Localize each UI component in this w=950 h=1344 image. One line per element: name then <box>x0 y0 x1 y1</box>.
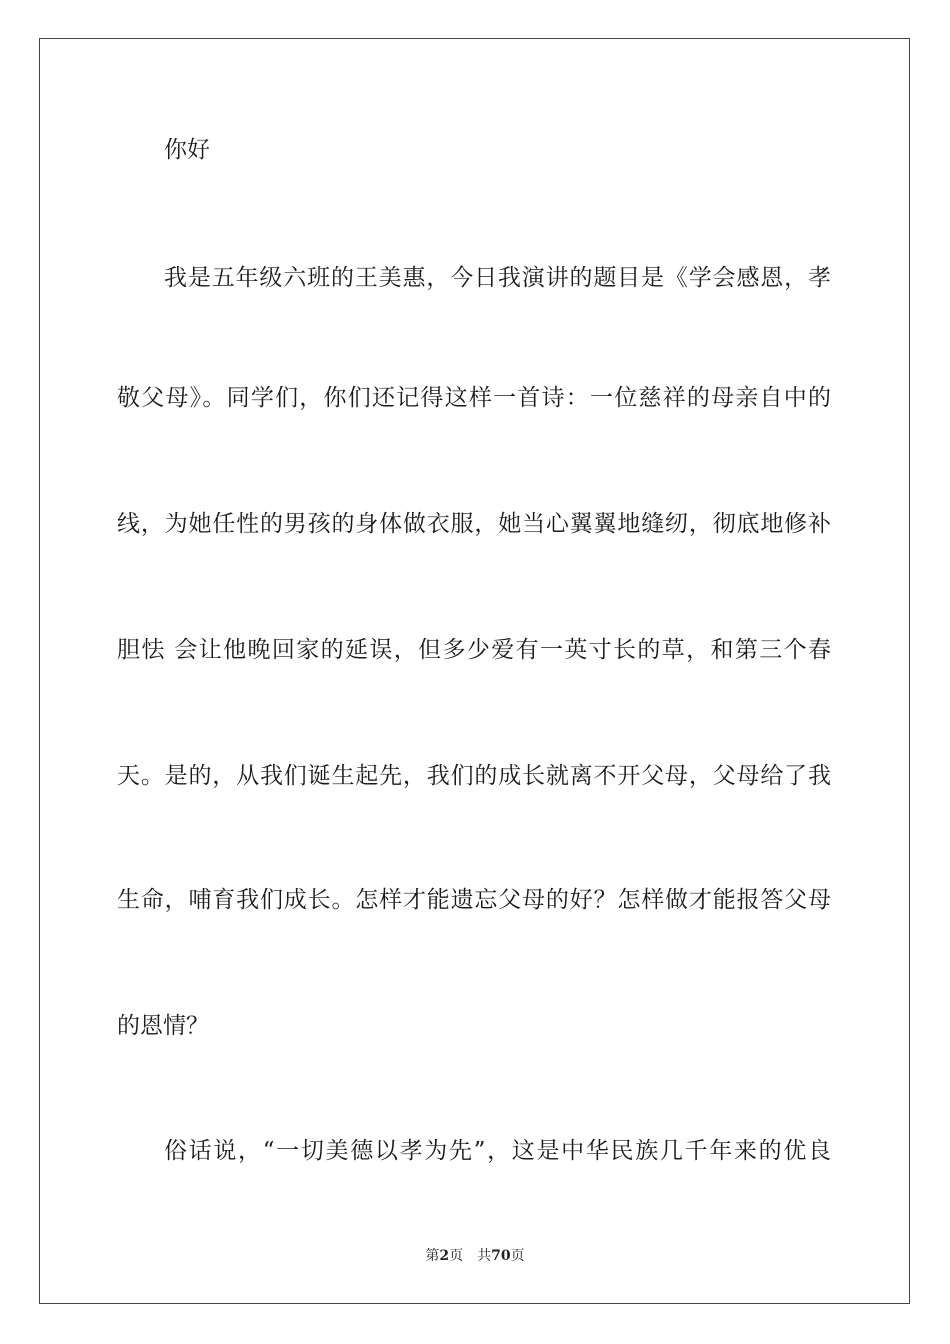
total-label-prefix: 共 <box>477 1248 492 1264</box>
greeting-line: 你好 <box>164 137 210 163</box>
paragraph-line: 胆怯 会让他晚回家的延误，但多少爱有一英寸长的草，和第三个春 <box>117 637 831 663</box>
page-border <box>39 38 910 1304</box>
paragraph-line: 敬父母》。同学们，你们还记得这样一首诗：一位慈祥的母亲自中的 <box>117 385 831 411</box>
current-page-number: 2 <box>439 1248 450 1264</box>
paragraph-line: 线，为她任性的男孩的身体做衣服，她当心翼翼地缝纫，彻底地修补 <box>117 511 831 537</box>
paragraph-line: 生命，哺育我们成长。怎样才能遗忘父母的好？怎样做才能报答父母 <box>117 887 831 913</box>
paragraph-line: 俗话说，“一切美德以孝为先”，这是中华民族几千年来的优良 <box>164 1138 831 1164</box>
page-footer <box>0 1247 950 1265</box>
page-label-prefix: 第 <box>425 1248 440 1264</box>
paragraph-line: 我是五年级六班的王美惠，今日我演讲的题目是《学会感恩，孝 <box>164 265 831 291</box>
page-label-suffix: 页 <box>449 1248 464 1264</box>
total-label-suffix: 页 <box>510 1248 525 1264</box>
paragraph-line: 的恩情？ <box>117 1013 209 1039</box>
total-page-count: 70 <box>491 1248 511 1264</box>
paragraph-line: 天。是的，从我们诞生起先，我们的成长就离不开父母，父母给了我 <box>117 763 831 789</box>
